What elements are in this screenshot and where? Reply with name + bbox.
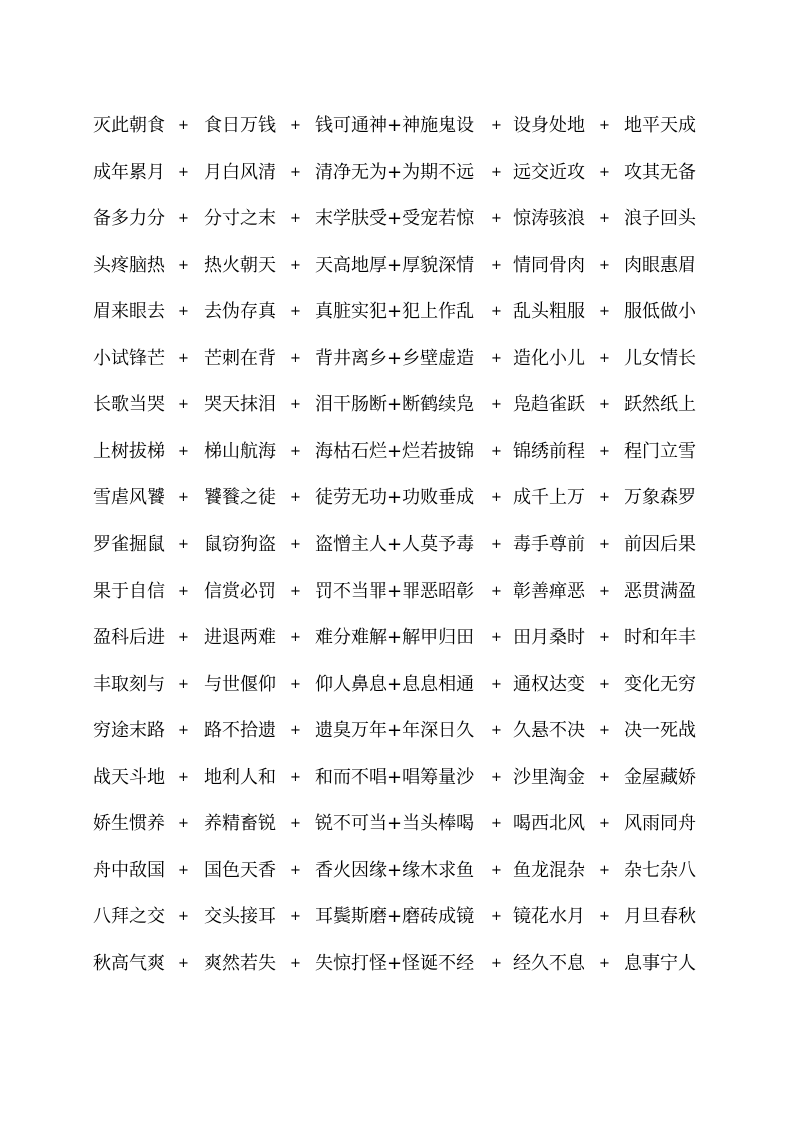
idiom-cell: 万象森罗 — [624, 487, 696, 509]
plus-separator: + — [491, 211, 502, 227]
idiom-row — [93, 345, 713, 373]
idiom-cell: 清净无为+为期不远 — [315, 161, 475, 183]
plus-separator: + — [290, 257, 301, 273]
idiom-row — [93, 438, 713, 466]
plus-separator: + — [599, 862, 610, 878]
plus-separator: + — [599, 769, 610, 785]
plus-separator: + — [599, 536, 610, 552]
idiom-cell: 地平天成 — [624, 115, 696, 136]
idiom-row — [93, 950, 713, 978]
plus-separator: + — [290, 304, 301, 320]
plus-separator: + — [178, 164, 189, 180]
idiom-cell: 头疼脑热 — [93, 254, 165, 276]
plus-separator: + — [599, 816, 610, 832]
idiom-cell: 天高地厚+厚貌深情 — [315, 254, 475, 276]
idiom-row — [93, 578, 713, 606]
plus-separator: + — [178, 304, 189, 320]
idiom-row — [93, 159, 713, 187]
idiom-cell: 锐不可当+当头棒喝 — [315, 813, 475, 835]
idiom-cell: 前因后果 — [624, 533, 696, 555]
plus-separator: + — [178, 257, 189, 273]
plus-separator: + — [491, 118, 502, 133]
plus-separator: + — [599, 304, 610, 320]
idiom-cell: 饕餮之徒 — [204, 487, 276, 509]
idiom-cell: 交头接耳 — [204, 906, 276, 928]
idiom-cell: 哭天抹泪 — [204, 394, 276, 416]
idiom-row — [93, 484, 713, 512]
idiom-cell: 热火朝天 — [204, 254, 276, 276]
plus-separator: + — [290, 118, 301, 133]
idiom-cell: 盗憎主人+人莫予毒 — [315, 533, 475, 555]
idiom-cell: 信赏必罚 — [204, 580, 276, 602]
plus-separator: + — [491, 862, 502, 878]
plus-separator: + — [290, 583, 301, 599]
idiom-cell: 罚不当罪+罪恶昭彰 — [315, 580, 475, 602]
idiom-cell: 八拜之交 — [93, 906, 165, 928]
idiom-cell: 雪虐风饕 — [93, 487, 165, 509]
plus-separator: + — [178, 350, 189, 366]
plus-separator: + — [491, 490, 502, 506]
plus-separator: + — [491, 443, 502, 459]
plus-separator: + — [290, 211, 301, 227]
idiom-cell: 变化无穷 — [624, 673, 696, 695]
plus-separator: + — [599, 443, 610, 459]
idiom-cell: 金屋藏娇 — [624, 766, 696, 788]
idiom-cell: 秋高气爽 — [93, 952, 165, 974]
idiom-cell: 失惊打怪+怪诞不经 — [315, 952, 475, 974]
plus-separator: + — [178, 723, 189, 739]
plus-separator: + — [599, 955, 610, 971]
plus-separator: + — [491, 536, 502, 552]
idiom-cell: 战天斗地 — [93, 766, 165, 788]
plus-separator: + — [491, 257, 502, 273]
plus-separator: + — [178, 630, 189, 646]
idiom-cell: 儿女情长 — [624, 347, 696, 369]
idiom-cell: 服低做小 — [624, 301, 696, 323]
idiom-cell: 鱼龙混杂 — [513, 859, 585, 881]
idiom-cell: 与世偃仰 — [204, 673, 276, 695]
idiom-cell: 攻其无备 — [624, 161, 696, 183]
idiom-cell: 备多力分 — [93, 208, 165, 230]
plus-separator: + — [599, 164, 610, 180]
plus-separator: + — [599, 676, 610, 692]
plus-separator: + — [599, 909, 610, 925]
idiom-cell: 香火因缘+缘木求鱼 — [315, 859, 475, 881]
idiom-row — [93, 624, 713, 652]
plus-separator: + — [178, 769, 189, 785]
plus-separator: + — [178, 583, 189, 599]
idiom-cell: 长歌当哭 — [93, 394, 165, 416]
plus-separator: + — [599, 630, 610, 646]
idiom-cell: 爽然若失 — [204, 952, 276, 974]
plus-separator: + — [491, 164, 502, 180]
idiom-row — [93, 764, 713, 792]
plus-separator: + — [290, 862, 301, 878]
idiom-cell: 远交近攻 — [513, 161, 585, 183]
idiom-cell: 喝西北风 — [513, 813, 585, 835]
plus-separator: + — [491, 304, 502, 320]
plus-separator: + — [491, 955, 502, 971]
idiom-cell: 徒劳无功+功败垂成 — [315, 487, 475, 509]
idiom-row — [93, 298, 713, 326]
idiom-cell: 仰人鼻息+息息相通 — [315, 673, 475, 695]
idiom-cell: 遗臭万年+年深日久 — [315, 720, 475, 742]
idiom-cell: 浪子回头 — [624, 208, 696, 230]
plus-separator: + — [599, 257, 610, 273]
idiom-cell: 情同骨肉 — [513, 254, 585, 276]
idiom-cell: 灭此朝食 — [93, 115, 165, 136]
idiom-cell: 毒手尊前 — [513, 533, 585, 555]
idiom-cell: 杂七杂八 — [624, 859, 696, 881]
plus-separator: + — [290, 676, 301, 692]
idiom-cell: 成年累月 — [93, 161, 165, 183]
idiom-cell: 时和年丰 — [624, 627, 696, 649]
idiom-row — [93, 252, 713, 280]
idiom-cell: 凫趋雀跃 — [513, 394, 585, 416]
idiom-cell: 乱头粗服 — [513, 301, 585, 323]
idiom-cell: 经久不息 — [513, 952, 585, 974]
plus-separator: + — [491, 350, 502, 366]
idiom-cell: 耳鬓斯磨+磨砖成镜 — [315, 906, 475, 928]
idiom-cell: 月旦春秋 — [624, 906, 696, 928]
idiom-cell: 养精畜锐 — [204, 813, 276, 835]
idiom-cell: 去伪存真 — [204, 301, 276, 323]
plus-separator: + — [290, 769, 301, 785]
idiom-cell: 罗雀掘鼠 — [93, 533, 165, 555]
idiom-row — [93, 112, 713, 140]
plus-separator: + — [599, 118, 610, 133]
idiom-cell: 钱可通神+神施鬼设 — [315, 115, 475, 136]
plus-separator: + — [290, 536, 301, 552]
idiom-cell: 娇生惯养 — [93, 813, 165, 835]
plus-separator: + — [178, 955, 189, 971]
plus-separator: + — [178, 397, 189, 413]
idiom-cell: 月白风清 — [204, 161, 276, 183]
plus-separator: + — [290, 164, 301, 180]
idiom-row — [93, 531, 713, 559]
idiom-cell: 通权达变 — [513, 673, 585, 695]
idiom-cell: 果于自信 — [93, 580, 165, 602]
idiom-cell: 国色天香 — [204, 859, 276, 881]
idiom-cell: 息事宁人 — [624, 952, 696, 974]
idiom-cell: 分寸之末 — [204, 208, 276, 230]
plus-separator: + — [491, 816, 502, 832]
plus-separator: + — [290, 723, 301, 739]
plus-separator: + — [491, 909, 502, 925]
idiom-cell: 小试锋芒 — [93, 347, 165, 369]
plus-separator: + — [178, 118, 189, 133]
idiom-cell: 真脏实犯+犯上作乱 — [315, 301, 475, 323]
plus-separator: + — [178, 862, 189, 878]
plus-separator: + — [290, 630, 301, 646]
plus-separator: + — [491, 630, 502, 646]
plus-separator: + — [491, 583, 502, 599]
idiom-cell: 泪干肠断+断鹤续凫 — [315, 394, 475, 416]
idiom-row — [93, 810, 713, 838]
idiom-cell: 造化小儿 — [513, 347, 585, 369]
idiom-cell: 盈科后进 — [93, 627, 165, 649]
plus-separator: + — [491, 769, 502, 785]
idiom-cell: 梯山航海 — [204, 440, 276, 462]
plus-separator: + — [599, 723, 610, 739]
idiom-cell: 难分难解+解甲归田 — [315, 627, 475, 649]
idiom-cell: 和而不唱+唱筹量沙 — [315, 766, 475, 788]
idiom-cell: 锦绣前程 — [513, 440, 585, 462]
idiom-cell: 眉来眼去 — [93, 301, 165, 323]
idiom-row — [93, 717, 713, 745]
plus-separator: + — [491, 397, 502, 413]
idiom-cell: 决一死战 — [624, 720, 696, 742]
idiom-cell: 风雨同舟 — [624, 813, 696, 835]
plus-separator: + — [599, 583, 610, 599]
idiom-cell: 上树拔梯 — [93, 440, 165, 462]
idiom-cell: 鼠窃狗盗 — [204, 533, 276, 555]
plus-separator: + — [599, 397, 610, 413]
plus-separator: + — [290, 397, 301, 413]
plus-separator: + — [290, 816, 301, 832]
plus-separator: + — [178, 490, 189, 506]
idiom-cell: 恶贯满盈 — [624, 580, 696, 602]
idiom-cell: 惊涛骇浪 — [513, 208, 585, 230]
plus-separator: + — [290, 955, 301, 971]
idiom-cell: 跃然纸上 — [624, 394, 696, 416]
idiom-row — [93, 671, 713, 699]
idiom-cell: 背井离乡+乡壁虚造 — [315, 347, 475, 369]
idiom-cell: 末学肤受+受宠若惊 — [315, 208, 475, 230]
plus-separator: + — [178, 909, 189, 925]
idiom-row — [93, 857, 713, 885]
plus-separator: + — [599, 211, 610, 227]
idiom-cell: 地利人和 — [204, 766, 276, 788]
plus-separator: + — [178, 676, 189, 692]
plus-separator: + — [178, 211, 189, 227]
plus-separator: + — [599, 350, 610, 366]
idiom-cell: 路不拾遗 — [204, 720, 276, 742]
idiom-cell: 田月桑时 — [513, 627, 585, 649]
plus-separator: + — [491, 723, 502, 739]
idiom-row — [93, 391, 713, 419]
plus-separator: + — [290, 909, 301, 925]
idiom-cell: 程门立雪 — [624, 440, 696, 462]
plus-separator: + — [178, 536, 189, 552]
idiom-cell: 芒刺在背 — [204, 347, 276, 369]
plus-separator: + — [290, 443, 301, 459]
idiom-cell: 进退两难 — [204, 627, 276, 649]
idiom-cell: 设身处地 — [513, 115, 585, 136]
idiom-row — [93, 903, 713, 931]
idiom-cell: 镜花水月 — [513, 906, 585, 928]
idiom-cell: 肉眼惠眉 — [624, 254, 696, 276]
plus-separator: + — [290, 350, 301, 366]
idiom-cell: 彰善瘅恶 — [513, 580, 585, 602]
idiom-cell: 食日万钱 — [204, 115, 276, 136]
idiom-cell: 穷途末路 — [93, 720, 165, 742]
plus-separator: + — [491, 676, 502, 692]
plus-separator: + — [290, 490, 301, 506]
idiom-cell: 沙里淘金 — [513, 766, 585, 788]
idiom-cell: 久悬不决 — [513, 720, 585, 742]
plus-separator: + — [178, 816, 189, 832]
idiom-row — [93, 205, 713, 233]
idiom-cell: 海枯石烂+烂若披锦 — [315, 440, 475, 462]
idiom-cell: 丰取刻与 — [93, 673, 165, 695]
idiom-cell: 成千上万 — [513, 487, 585, 509]
plus-separator: + — [599, 490, 610, 506]
idiom-cell: 舟中敌国 — [93, 859, 165, 881]
plus-separator: + — [178, 443, 189, 459]
